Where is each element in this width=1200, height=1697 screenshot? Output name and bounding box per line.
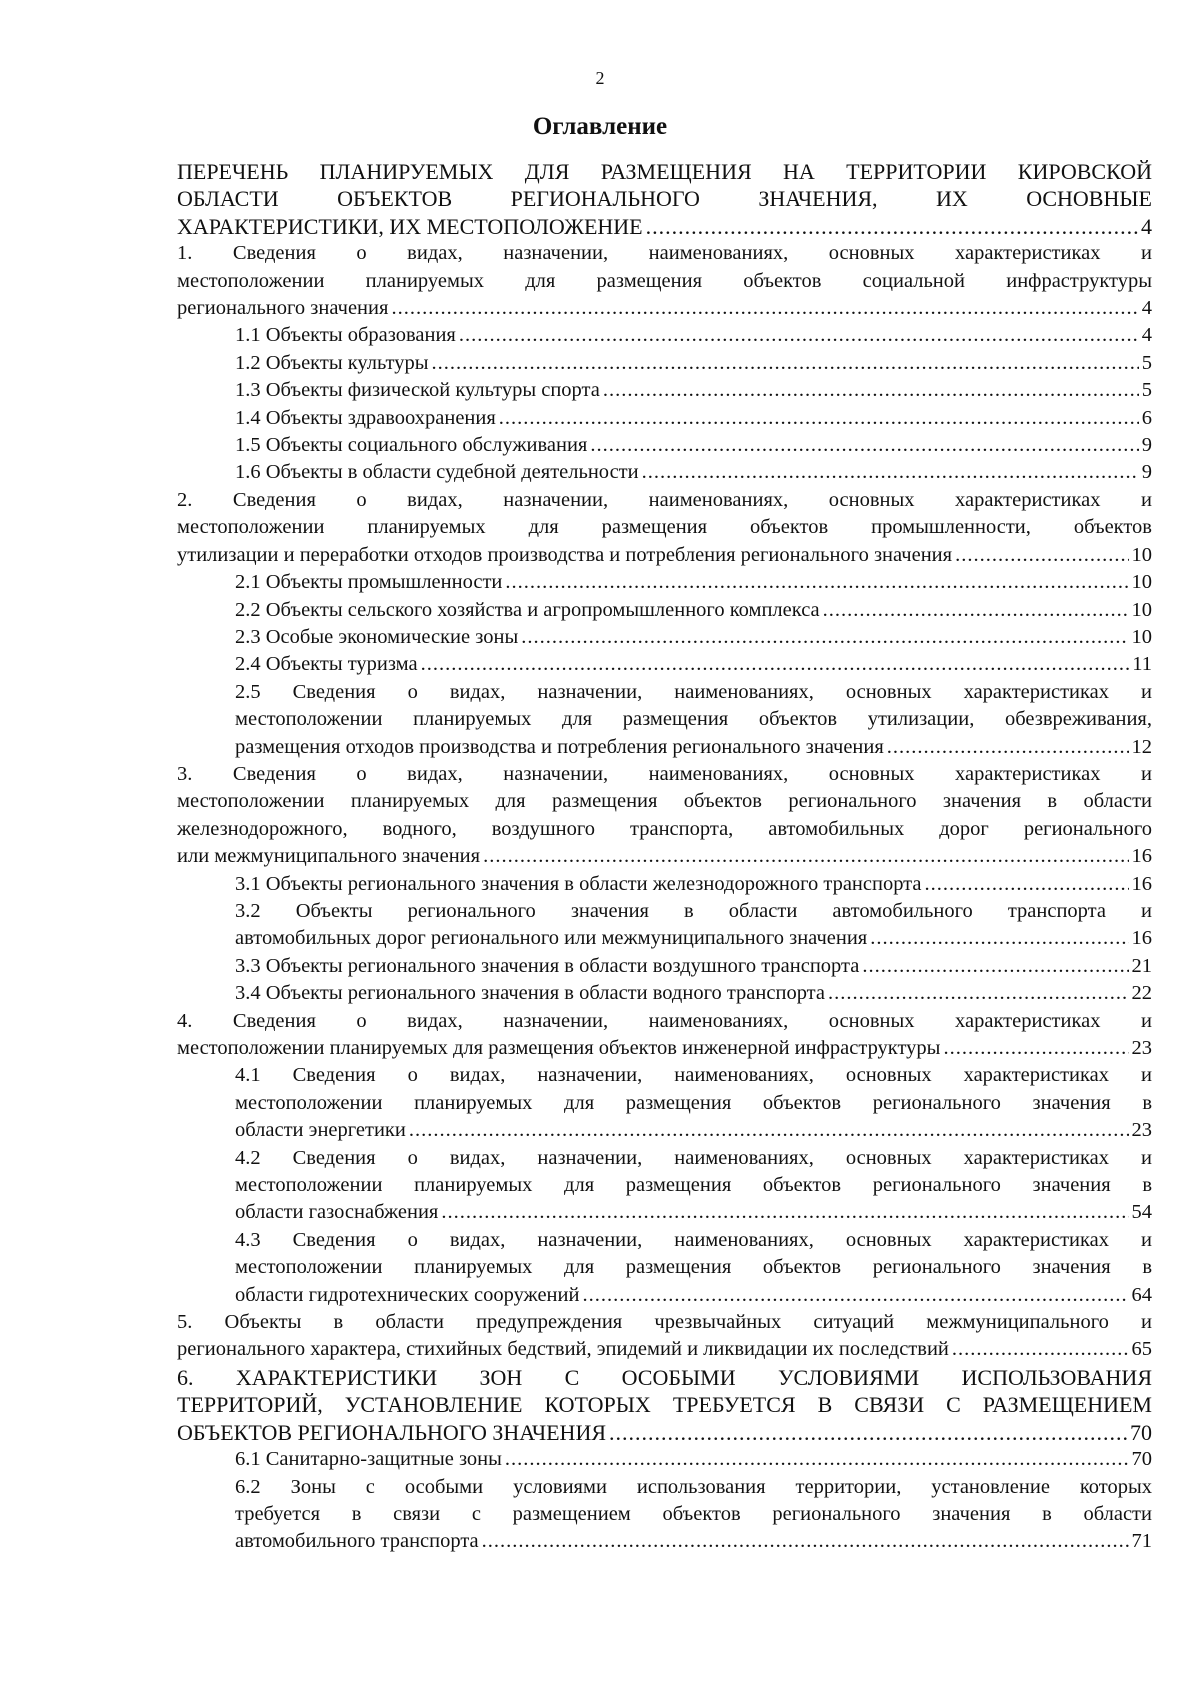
- toc-entry-last-line: [235, 322, 1152, 349]
- toc-entry-line: 1. Сведения о видах, назначении, наименованиях, основных характеристиках и: [177, 242, 1152, 265]
- toc-entry-last-line: [177, 1419, 1152, 1446]
- toc-entry-line: местоположении планируемых для размещения объектов регионального значения в области: [177, 790, 1152, 813]
- toc-subentry: [235, 651, 1152, 678]
- toc-entry-text: 2.4 Объекты туризма: [235, 653, 418, 676]
- toc-entry-line: 4.1 Сведения о видах, назначении, наименованиях, основных характеристиках и: [235, 1064, 1152, 1087]
- toc-subentry: [235, 1062, 1152, 1144]
- toc-subentry: [235, 1145, 1152, 1227]
- toc-entry-text: автомобильных дорог регионального или межмуниципального значения: [235, 927, 868, 950]
- toc-page-number: 71: [1131, 1530, 1152, 1553]
- toc-entry-line: требуется в связи с размещением объектов регионального значения в области: [235, 1502, 1152, 1525]
- dot-leader: [441, 1199, 1128, 1226]
- page-number: 2: [595, 68, 605, 88]
- toc-entry-text: 1.4 Объекты здравоохранения: [235, 406, 496, 429]
- toc-page-number: 23: [1131, 1037, 1152, 1059]
- toc-entry-last-line: [177, 213, 1152, 240]
- toc-entry: [177, 158, 1152, 240]
- toc-subentry: [235, 405, 1152, 432]
- toc-entry-line: 6. ХАРАКТЕРИСТИКИ ЗОН С ОСОБЫМИ УСЛОВИЯМИ ИСПОЛЬЗОВАНИЯ: [177, 1364, 1152, 1390]
- toc-page-number: 23: [1131, 1119, 1152, 1142]
- toc-page-number: 54: [1131, 1201, 1152, 1224]
- toc-subentry: [235, 377, 1152, 404]
- toc-page-number: 70: [1131, 1448, 1152, 1471]
- toc-page-number: 5: [1141, 379, 1152, 402]
- dot-leader: [499, 405, 1139, 432]
- toc-entry-last-line: [235, 1199, 1152, 1226]
- toc-entry-line: 5. Объекты в области предупреждения чрезвычайных ситуаций межмуниципального и: [177, 1311, 1152, 1334]
- toc-entry-last-line: [235, 1282, 1152, 1309]
- toc-entry-line: местоположении планируемых для размещения объектов регионального значения в: [235, 1174, 1152, 1197]
- toc-entry-last-line: [235, 871, 1152, 898]
- toc-entry-line: ПЕРЕЧЕНЬ ПЛАНИРУЕМЫХ ДЛЯ РАЗМЕЩЕНИЯ НА ТЕРРИТОРИИ КИРОВСКОЙ: [177, 159, 1152, 184]
- toc-page-number: 64: [1131, 1283, 1152, 1306]
- toc-page-number: 5: [1141, 351, 1152, 374]
- toc-page-number: 21: [1131, 954, 1152, 977]
- toc-entry-last-line: [235, 597, 1152, 624]
- dot-leader: [609, 1419, 1127, 1446]
- toc-entry-line: 2. Сведения о видах, назначении, наименованиях, основных характеристиках и: [177, 488, 1152, 511]
- toc-entry-text: регионального характера, стихийных бедствий, эпидемий и ликвидации их последствий: [177, 1338, 949, 1361]
- toc-entry-text: области гидротехнических сооружений: [235, 1283, 580, 1306]
- toc-page-number: 70: [1130, 1419, 1152, 1445]
- toc-subentry: [235, 322, 1152, 349]
- toc-entry-text: или межмуниципального значения: [177, 845, 481, 868]
- toc-entry-line: местоположении планируемых для размещения объектов утилизации, обезвреживания,: [235, 708, 1152, 731]
- dot-leader: [590, 432, 1138, 459]
- toc-page-number: 4: [1141, 324, 1152, 347]
- dot-leader: [505, 1446, 1129, 1473]
- toc-subentry: [235, 432, 1152, 459]
- dot-leader: [870, 925, 1128, 952]
- table-of-contents: [177, 158, 1152, 1556]
- toc-entry-last-line: [235, 953, 1152, 980]
- toc-entry-line: местоположении планируемых для размещения объектов социальной инфраструктуры: [177, 269, 1152, 292]
- toc-subentry: [235, 871, 1152, 898]
- dot-leader: [955, 542, 1128, 569]
- dot-leader: [483, 843, 1128, 870]
- toc-entry-last-line: [235, 1117, 1152, 1144]
- toc-entry-last-line: [235, 377, 1152, 404]
- toc-entry-text: местоположении планируемых для размещения объектов инженерной инфраструктуры: [177, 1037, 941, 1059]
- toc-entry: [177, 1364, 1152, 1446]
- toc-entry-last-line: [177, 1035, 1152, 1062]
- toc-entry-text: 1.1 Объекты образования: [235, 324, 456, 347]
- toc-entry-text: 6.1 Санитарно-защитные зоны: [235, 1448, 502, 1471]
- toc-entry-text: области энергетики: [235, 1119, 406, 1142]
- toc-entry: [177, 1309, 1152, 1364]
- toc-page-number: 16: [1131, 845, 1152, 868]
- toc-subentry: [235, 953, 1152, 980]
- toc-entry-text: 2.2 Объекты сельского хозяйства и агропромышленного комплекса: [235, 598, 820, 621]
- toc-entry-line: ОБЛАСТИ ОБЪЕКТОВ РЕГИОНАЛЬНОГО ЗНАЧЕНИЯ, ИХ ОСНОВНЫЕ: [177, 186, 1152, 212]
- dot-leader: [421, 651, 1130, 678]
- toc-entry-text: 3.4 Объекты регионального значения в области водного транспорта: [235, 982, 825, 1005]
- toc-subentry: [235, 1227, 1152, 1309]
- toc-entry-text: 3.1 Объекты регионального значения в области железнодорожного транспорта: [235, 872, 922, 895]
- toc-entry-last-line: [235, 1528, 1152, 1555]
- toc-entry-last-line: [177, 295, 1152, 322]
- toc-page-number: 65: [1131, 1338, 1152, 1361]
- dot-leader: [582, 1282, 1128, 1309]
- toc-page-number: 16: [1131, 927, 1152, 950]
- toc-entry-last-line: [235, 432, 1152, 459]
- toc-entry: [177, 487, 1152, 569]
- toc-entry-line: 4.2 Сведения о видах, назначении, наименованиях, основных характеристиках и: [235, 1146, 1152, 1169]
- toc-entry-text: регионального значения: [177, 297, 389, 320]
- toc-entry-text: 1.3 Объекты физической культуры спорта: [235, 379, 600, 402]
- toc-entry-text: ХАРАКТЕРИСТИКИ, ИХ МЕСТОПОЛОЖЕНИЕ: [177, 213, 643, 239]
- toc-entry-line: местоположении планируемых для размещения объектов промышленности, объектов: [177, 516, 1152, 539]
- dot-leader: [391, 295, 1138, 322]
- toc-page-number: 10: [1131, 598, 1152, 621]
- toc-page-number: 12: [1131, 735, 1152, 758]
- toc-subentry: [235, 1446, 1152, 1473]
- toc-entry-line: 3.2 Объекты регионального значения в области автомобильного транспорта и: [235, 899, 1152, 922]
- toc-entry-text: 2.1 Объекты промышленности: [235, 571, 503, 594]
- toc-entry-line: ТЕРРИТОРИЙ, УСТАНОВЛЕНИЕ КОТОРЫХ ТРЕБУЕТСЯ В СВЯЗИ С РАЗМЕЩЕНИЕМ: [177, 1392, 1152, 1418]
- toc-entry-last-line: [235, 624, 1152, 651]
- dot-leader: [482, 1528, 1129, 1555]
- toc-subentry: [235, 569, 1152, 596]
- toc-entry-last-line: [177, 1336, 1152, 1363]
- toc-entry-last-line: [177, 843, 1152, 870]
- toc-entry-line: железнодорожного, водного, воздушного транспорта, автомобильных дорог регионального: [177, 817, 1152, 840]
- toc-entry-line: местоположении планируемых для размещения объектов регионального значения в: [235, 1091, 1152, 1114]
- toc-entry-last-line: [235, 459, 1152, 486]
- toc-entry-text: автомобильного транспорта: [235, 1530, 479, 1553]
- toc-entry-text: 1.5 Объекты социального обслуживания: [235, 434, 588, 457]
- dot-leader: [943, 1035, 1128, 1062]
- toc-page-number: 9: [1141, 434, 1152, 457]
- toc-page-number: 10: [1131, 625, 1152, 648]
- toc-entry-text: области газоснабжения: [235, 1201, 439, 1224]
- dot-leader: [862, 953, 1128, 980]
- toc-page-number: 16: [1131, 872, 1152, 895]
- toc-entry-text: 2.3 Особые экономические зоны: [235, 625, 519, 648]
- toc-title: Оглавление: [532, 113, 668, 140]
- dot-leader: [646, 213, 1138, 240]
- toc-subentry: [235, 898, 1152, 953]
- toc-entry-text: ОБЪЕКТОВ РЕГИОНАЛЬНОГО ЗНАЧЕНИЯ: [177, 1419, 607, 1445]
- toc-entry-last-line: [235, 350, 1152, 377]
- toc-entry-last-line: [235, 734, 1152, 761]
- dot-leader: [409, 1117, 1129, 1144]
- dot-leader: [521, 624, 1128, 651]
- toc-entry: [177, 761, 1152, 871]
- toc-entry-text: 1.2 Объекты культуры: [235, 351, 429, 374]
- toc-entry-text: 1.6 Объекты в области судебной деятельности: [235, 461, 639, 484]
- toc-entry-last-line: [235, 405, 1152, 432]
- toc-subentry: [235, 597, 1152, 624]
- dot-leader: [925, 871, 1129, 898]
- toc-entry-last-line: [235, 925, 1152, 952]
- toc-subentry: [235, 459, 1152, 486]
- toc-entry-last-line: [235, 1446, 1152, 1473]
- toc-entry-line: 4.3 Сведения о видах, назначении, наименованиях, основных характеристиках и: [235, 1228, 1152, 1251]
- toc-entry: [177, 1008, 1152, 1063]
- toc-subentry: [235, 679, 1152, 761]
- toc-entry: [177, 240, 1152, 322]
- dot-leader: [828, 980, 1129, 1007]
- toc-entry-line: 3. Сведения о видах, назначении, наименованиях, основных характеристиках и: [177, 762, 1152, 785]
- toc-subentry: [235, 980, 1152, 1007]
- toc-subentry: [235, 1474, 1152, 1556]
- toc-page-number: 9: [1141, 461, 1152, 484]
- toc-page-number: 10: [1131, 571, 1152, 594]
- toc-entry-last-line: [235, 651, 1152, 678]
- dot-leader: [603, 377, 1139, 404]
- toc-page-number: 11: [1132, 653, 1152, 676]
- toc-page-number: 6: [1141, 406, 1152, 429]
- toc-page-number: 10: [1131, 543, 1152, 566]
- toc-subentry: [235, 350, 1152, 377]
- toc-entry-line: 2.5 Сведения о видах, назначении, наименованиях, основных характеристиках и: [235, 680, 1152, 703]
- toc-entry-text: размещения отходов производства и потребления регионального значения: [235, 735, 884, 758]
- toc-page-number: 4: [1141, 213, 1152, 239]
- toc-entry-line: местоположении планируемых для размещения объектов регионального значения в: [235, 1256, 1152, 1279]
- toc-entry-text: 3.3 Объекты регионального значения в области воздушного транспорта: [235, 954, 860, 977]
- dot-leader: [887, 734, 1129, 761]
- dot-leader: [642, 459, 1139, 486]
- toc-entry-line: 4. Сведения о видах, назначении, наименованиях, основных характеристиках и: [177, 1009, 1152, 1032]
- toc-entry-last-line: [177, 542, 1152, 569]
- toc-entry-last-line: [235, 569, 1152, 596]
- toc-entry-text: утилизации и переработки отходов производства и потребления регионального значения: [177, 543, 953, 566]
- dot-leader: [459, 322, 1139, 349]
- dot-leader: [952, 1336, 1129, 1363]
- dot-leader: [432, 350, 1139, 377]
- toc-page-number: 22: [1131, 982, 1152, 1005]
- dot-leader: [823, 597, 1129, 624]
- toc-page-number: 4: [1141, 297, 1152, 320]
- dot-leader: [505, 569, 1128, 596]
- toc-subentry: [235, 624, 1152, 651]
- toc-entry-last-line: [235, 980, 1152, 1007]
- toc-entry-line: 6.2 Зоны с особыми условиями использования территории, установление которых: [235, 1475, 1152, 1498]
